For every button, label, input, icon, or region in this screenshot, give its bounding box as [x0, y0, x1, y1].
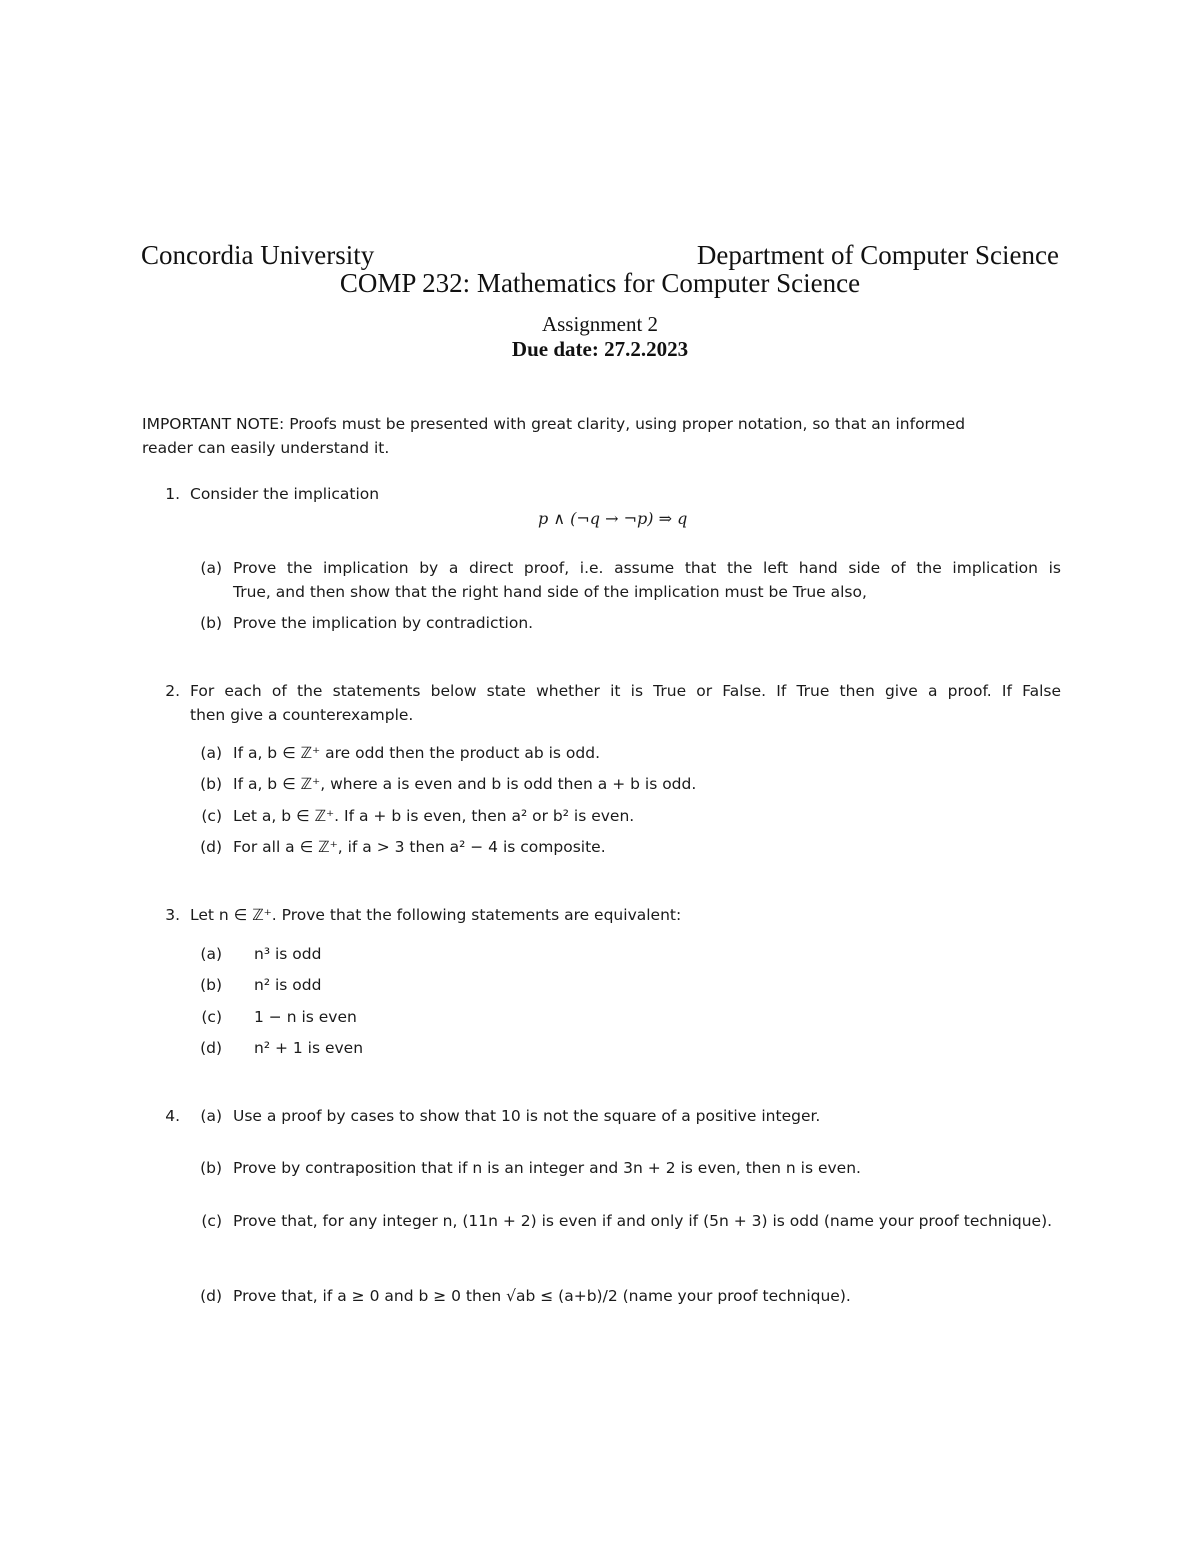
q1-b-label: (b) — [200, 614, 222, 632]
q2-item-label: (d) — [200, 838, 222, 856]
q4-item-text: Use a proof by cases to show that 10 is not the square of a positive integer. — [233, 1107, 821, 1125]
assignment-title: Assignment 2 — [541, 312, 659, 336]
q2-item-text: If a, b ∈ ℤ⁺, where a is even and b is odd then a + b is odd. — [233, 775, 697, 793]
q4-number: 4. — [165, 1107, 180, 1125]
q2-intro-line-2: then give a counterexample. — [190, 706, 414, 724]
q4-item-label: (b) — [200, 1159, 222, 1177]
q1-a-line-2: True, and then show that the right hand side of the implication must be True also, — [233, 583, 867, 601]
q2-intro-line-1: For each of the statements below state whether it is True or False. If True then give a proof. If False — [190, 682, 1061, 700]
q4-item-label: (d) — [200, 1287, 222, 1305]
q3-item-label: (b) — [200, 976, 222, 994]
q4-item-label: (a) — [200, 1107, 222, 1125]
q2-item-text: For all a ∈ ℤ⁺, if a > 3 then a² − 4 is composite. — [233, 838, 606, 856]
q3-item-text: 1 − n is even — [254, 1008, 357, 1026]
q1-a-label: (a) — [200, 559, 222, 577]
q2-number: 2. — [165, 682, 180, 700]
department-name: Department of Computer Science — [696, 240, 1059, 270]
q3-intro: Let n ∈ ℤ⁺. Prove that the following statements are equivalent: — [190, 906, 682, 924]
q2-item-label: (c) — [201, 807, 222, 825]
q2-item-label: (a) — [200, 744, 222, 762]
course-title: COMP 232: Mathematics for Computer Science — [339, 268, 861, 298]
important-note-line-1: IMPORTANT NOTE: Proofs must be presented with great clarity, using proper notation, so that an informed — [142, 415, 966, 433]
q3-item-label: (a) — [200, 945, 222, 963]
q3-item-text: n³ is odd — [254, 945, 322, 963]
q1-formula: p ∧ (¬q → ¬p) ⇒ q — [538, 509, 688, 528]
q2-item-text: Let a, b ∈ ℤ⁺. If a + b is even, then a² or b² is even. — [233, 807, 635, 825]
q3-item-label: (d) — [200, 1039, 222, 1057]
q1-number: 1. — [165, 485, 180, 503]
q4-item-text: Prove that, if a ≥ 0 and b ≥ 0 then √ab ≤ (a+b)/2 (name your proof technique). — [233, 1287, 851, 1305]
q1-intro: Consider the implication — [190, 485, 380, 503]
q3-item-text: n² + 1 is even — [254, 1039, 364, 1057]
q3-item-text: n² is odd — [254, 976, 322, 994]
q4-item-text: Prove that, for any integer n, (11n + 2) is even if and only if (5n + 3) is odd (name your proof technique). — [233, 1212, 1053, 1230]
university-name: Concordia University — [141, 240, 375, 270]
q4-item-text: Prove by contraposition that if n is an integer and 3n + 2 is even, then n is even. — [233, 1159, 861, 1177]
q3-number: 3. — [165, 906, 180, 924]
important-note-line-2: reader can easily understand it. — [142, 439, 390, 457]
q4-item-label: (c) — [201, 1212, 222, 1230]
q1-b-text: Prove the implication by contradiction. — [233, 614, 534, 632]
due-date: Due date: 27.2.2023 — [511, 337, 689, 361]
q2-item-text: If a, b ∈ ℤ⁺ are odd then the product ab is odd. — [233, 744, 600, 762]
q3-item-label: (c) — [201, 1008, 222, 1026]
q1-a-line-1: Prove the implication by a direct proof, i.e. assume that the left hand side of the implication is — [233, 559, 1061, 577]
q2-item-label: (b) — [200, 775, 222, 793]
